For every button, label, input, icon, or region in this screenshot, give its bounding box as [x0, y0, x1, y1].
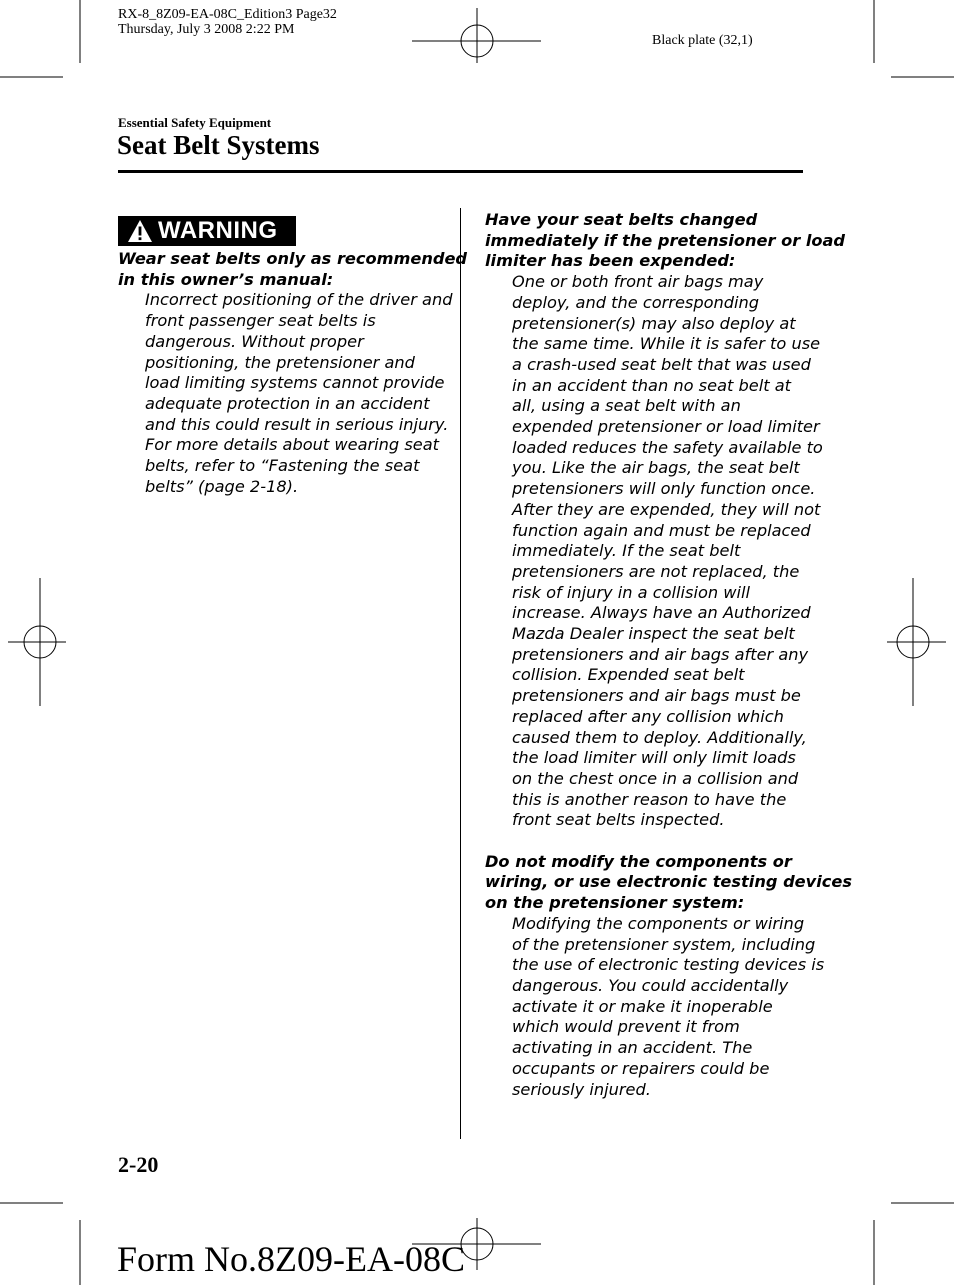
warning-heading-line: in this owner’s manual: [118, 269, 334, 289]
block1-body-line: function again and must be replaced [512, 520, 811, 540]
block1-body-line: Mazda Dealer inspect the seat belt [512, 624, 795, 644]
block1-body-line: a crash-used seat belt that was used [512, 354, 811, 374]
block1-heading-line: Have your seat belts changed [485, 210, 758, 229]
block1-body-line: caused them to deploy. Additionally, [512, 727, 807, 747]
block1-body-line: immediately. If the seat belt [512, 541, 741, 561]
block2-heading-line: on the pretensioner system: [485, 893, 745, 913]
warning-triangle-icon [127, 219, 153, 243]
warning-body-line: and this could result in serious injury. [145, 414, 449, 434]
warning-body-line: adequate protection in an accident [145, 393, 430, 413]
section-label: Essential Safety Equipment [118, 115, 272, 130]
warning-body-line: For more details about wearing seat [145, 435, 439, 455]
block2-body-line: seriously injured. [512, 1079, 651, 1099]
plate-label: Black plate (32,1) [652, 33, 753, 48]
block1-heading-line: limiter has been expended: [485, 251, 736, 271]
block1-body-line: expended pretensioner or load limiter [512, 417, 820, 437]
page-number: 2-20 [118, 1152, 159, 1177]
block1-body-line: the load limiter will only limit loads [512, 748, 796, 768]
warning-body-line: Incorrect positioning of the driver and [145, 290, 453, 310]
block2-body-line: activate it or make it inoperable [512, 996, 773, 1016]
block2-heading-line: Do not modify the components or [485, 851, 792, 871]
warning-body-line: positioning, the pretensioner and [145, 352, 415, 372]
block1-body-line: One or both front air bags may [512, 272, 764, 292]
left-column [118, 249, 467, 497]
block1-body-line: loaded reduces the safety available to [512, 437, 823, 457]
block1-body-line: risk of injury in a collision will [512, 582, 750, 602]
print-metadata [118, 7, 337, 37]
block1-body-line: the same time. While it is safer to use [512, 334, 821, 354]
warning-badge [118, 216, 296, 246]
block1-body-line: pretensioners are not replaced, the [512, 561, 800, 581]
warning-body-line: front passenger seat belts is [145, 311, 376, 331]
print-meta-line1: RX-8_8Z09-EA-08C_Edition3 Page32 [118, 7, 337, 22]
form-number: Form No.8Z09-EA-08C [117, 1239, 465, 1279]
block1-body-line: on the chest once in a collision and [512, 768, 799, 788]
warning-body-line: dangerous. Without proper [145, 331, 364, 351]
block2-body-line: which would prevent it from [512, 1017, 740, 1037]
block1-body-line: pretensioners and air bags after any [512, 644, 809, 664]
block1-body-line: pretensioner(s) may also deploy at [512, 313, 796, 333]
warning-body-line: belts, refer to “Fastening the seat [145, 456, 420, 476]
block1-body-line: replaced after any collision which [512, 706, 784, 726]
block1-body-line: you. Like the air bags, the seat belt [512, 458, 800, 478]
page-title: Seat Belt Systems [117, 130, 320, 160]
registration-mark-left [8, 578, 66, 706]
block1-body-line: pretensioners will only function once. [512, 479, 816, 499]
block1-body-line: front seat belts inspected. [512, 810, 725, 830]
print-meta-line2: Thursday, July 3 2008 2:22 PM [118, 22, 295, 37]
registration-mark-right [887, 578, 946, 706]
block2-body-line: dangerous. You could accidentally [512, 976, 789, 995]
right-column [485, 210, 852, 1100]
block2-body-line: the use of electronic testing devices is [512, 955, 825, 975]
block1-body-line: pretensioners and air bags must be [512, 686, 801, 706]
warning-body-line: load limiting systems cannot provide [145, 373, 445, 393]
block1-body-line: this is another reason to have the [512, 789, 787, 809]
warning-body-line: belts” (page 2-18). [145, 476, 299, 496]
block1-body-line: all, using a seat belt with an [512, 396, 741, 416]
block1-body-line: After they are expended, they will not [512, 499, 821, 519]
block1-body-line: in an accident than no seat belt at [512, 375, 791, 395]
block1-body-line: collision. Expended seat belt [512, 665, 745, 685]
block-spacer [485, 831, 852, 852]
block2-heading-line: wiring, or use electronic testing devices [485, 872, 852, 892]
block1-body-line: increase. Always have an Authorized [512, 603, 811, 623]
block2-body-line: occupants or repairers could be [512, 1058, 770, 1078]
block1-body-line: deploy, and the corresponding [512, 292, 760, 312]
block2-body-line: of the pretensioner system, including [512, 934, 816, 954]
block2-body-line: activating in an accident. The [512, 1038, 753, 1058]
warning-heading-line: Wear seat belts only as recommended [118, 249, 468, 268]
block2-body-line: Modifying the components or wiring [512, 913, 805, 933]
registration-mark-top [412, 8, 541, 63]
title-rule [118, 170, 803, 173]
warning-label: WARNING [158, 217, 278, 244]
block1-heading-line: immediately if the pretensioner or load [485, 230, 846, 250]
